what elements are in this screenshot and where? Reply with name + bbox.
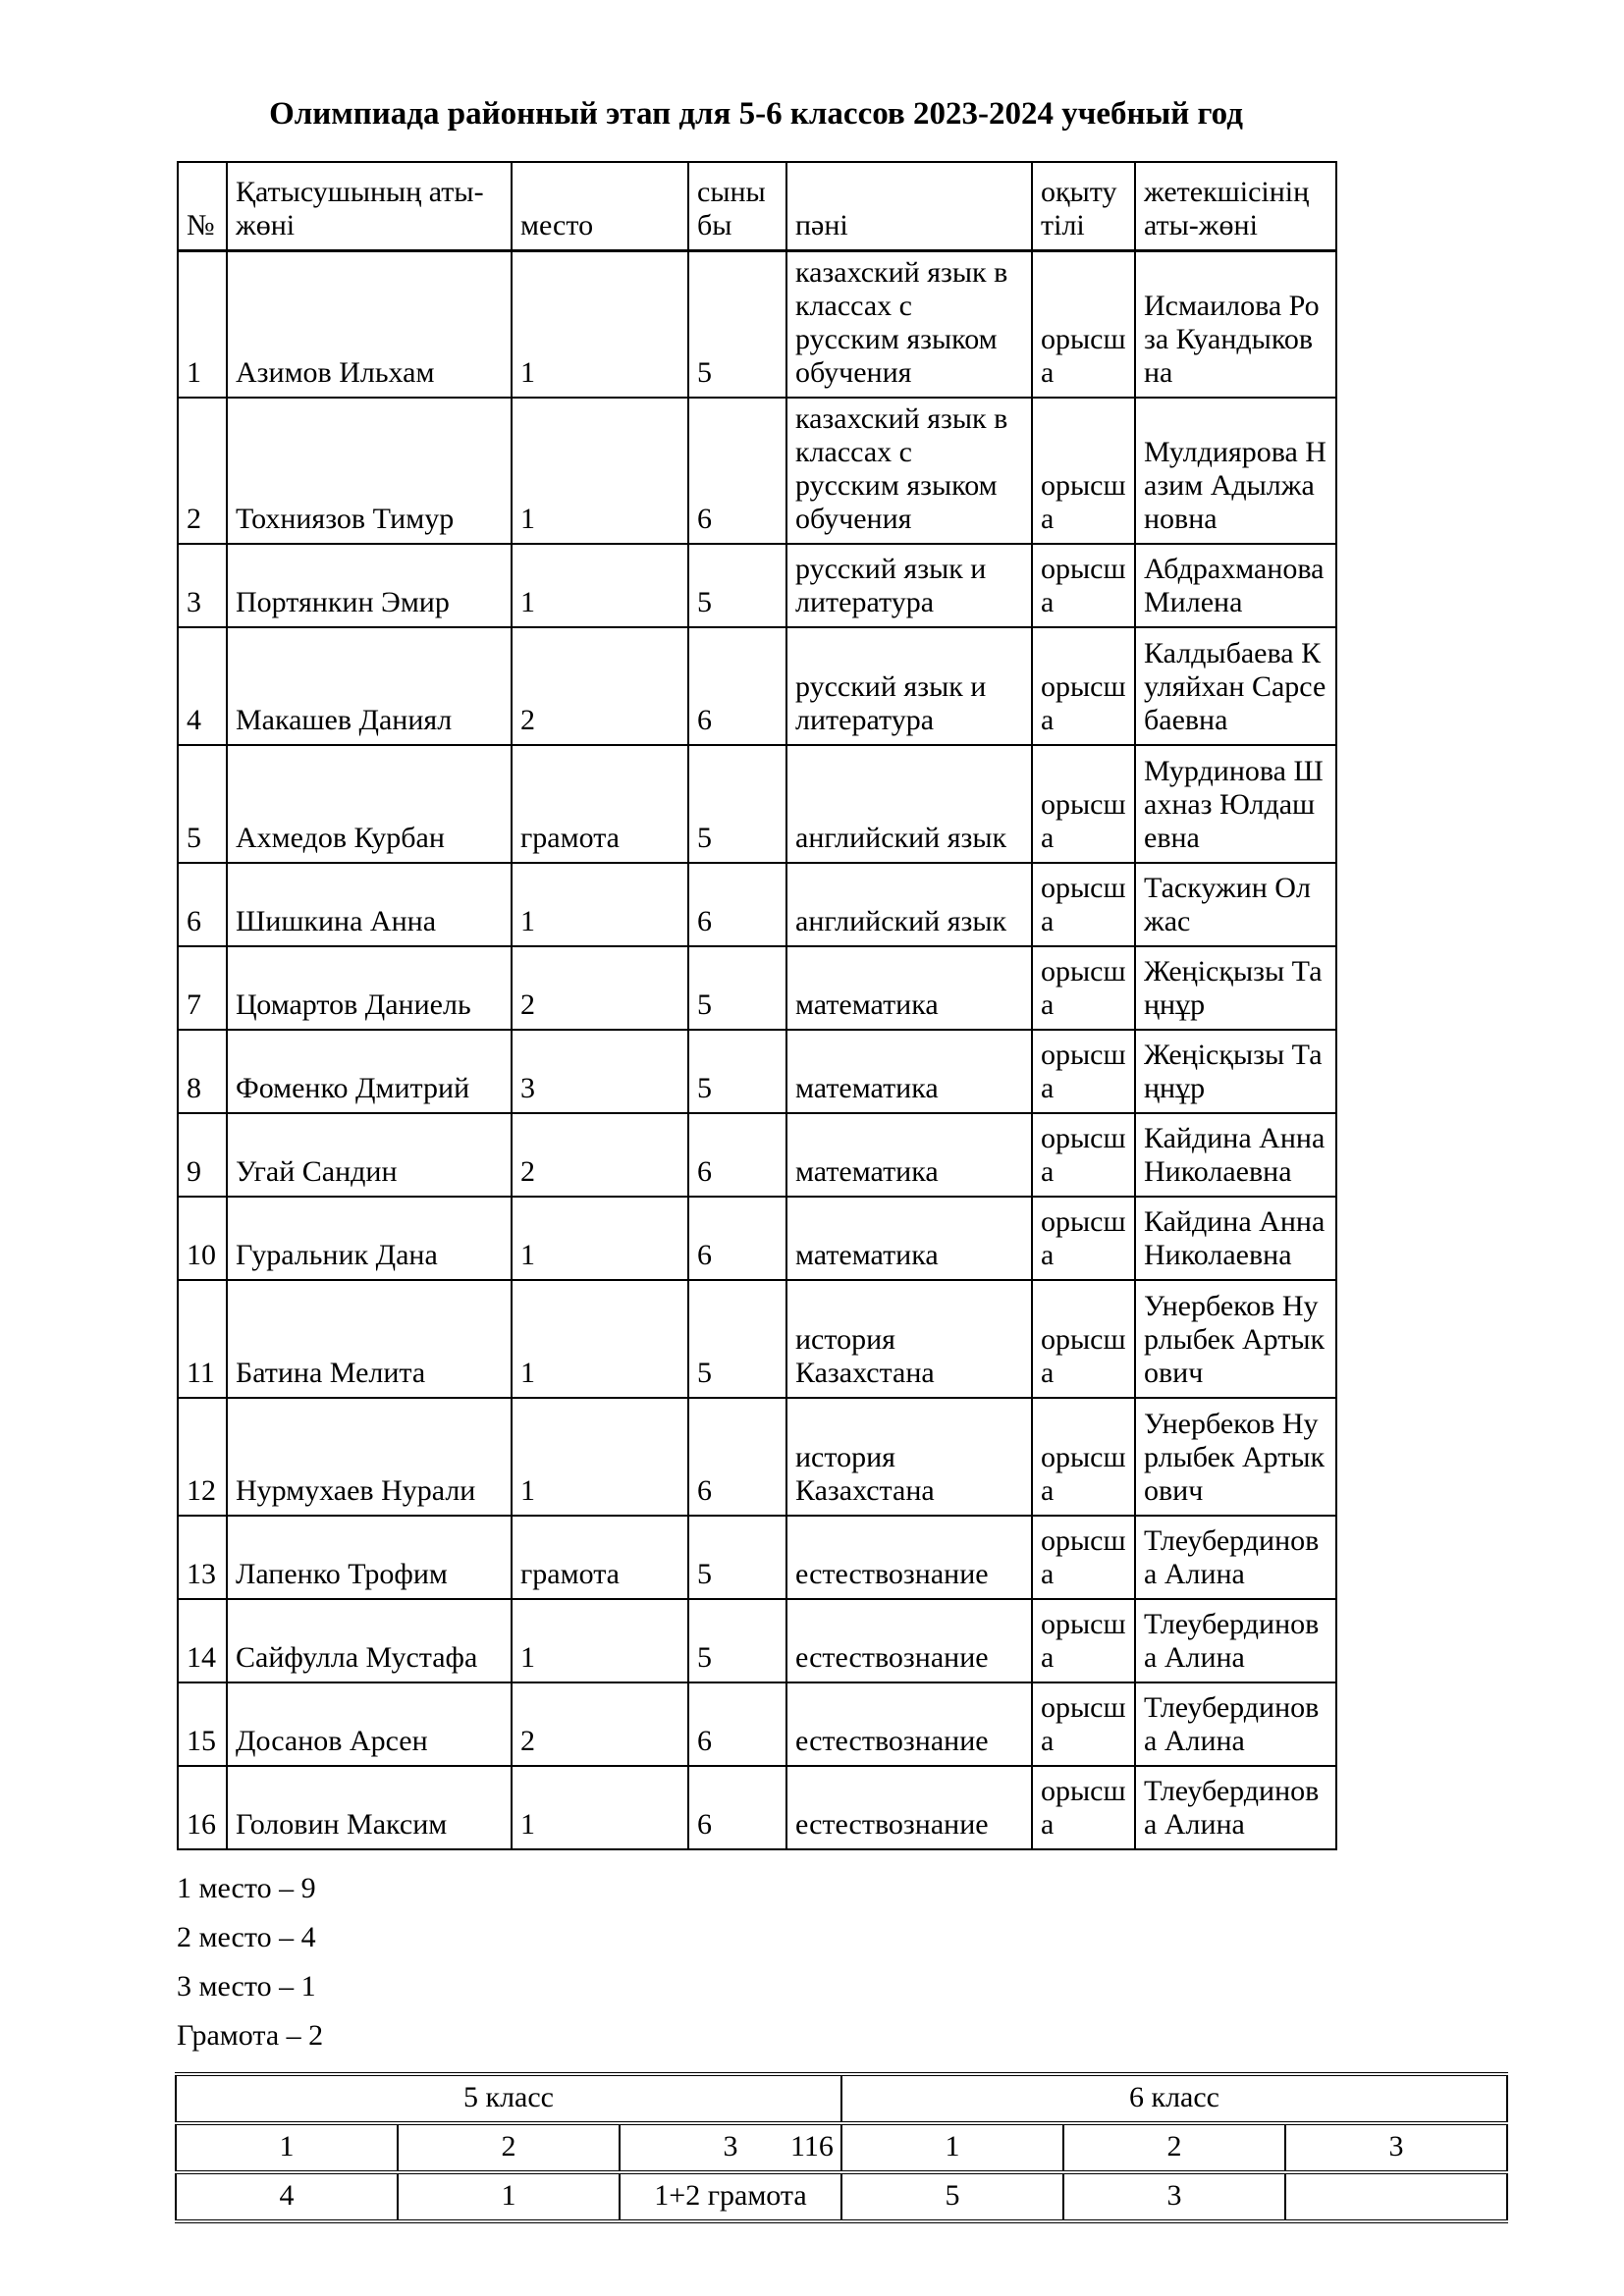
participant-name-cell: Сайфулла Мустафа — [227, 1599, 512, 1682]
row-number-cell: 3 — [178, 544, 227, 627]
subject-cell: русский язык и литература — [786, 627, 1032, 745]
place-cell: грамота — [512, 1516, 688, 1599]
teacher-cell: Калдыбаева Куляйхан Сарсебаевна — [1135, 627, 1336, 745]
totals-count-row — [176, 2172, 1507, 2221]
language-cell: орысша — [1032, 1197, 1135, 1280]
place-cell: 1 — [512, 1197, 688, 1280]
grade-cell: 6 — [688, 1113, 786, 1197]
place-header: 3 — [620, 2123, 841, 2172]
participant-name-cell: Угай Сандин — [227, 1113, 512, 1197]
participant-name-cell: Лапенко Трофим — [227, 1516, 512, 1599]
group-5-class: 5 класс — [176, 2074, 841, 2123]
language-cell: орысша — [1032, 1398, 1135, 1516]
subject-cell: естествознание — [786, 1682, 1032, 1766]
summary-line: 3 место – 1 — [177, 1969, 316, 2002]
place-cell: 1 — [512, 398, 688, 544]
table-row — [178, 250, 1336, 398]
count-cell: 1 — [398, 2172, 620, 2221]
row-number-cell: 15 — [178, 1682, 227, 1766]
place-header: 3 — [1285, 2123, 1507, 2172]
place-header: 2 — [398, 2123, 620, 2172]
subject-cell: математика — [786, 1113, 1032, 1197]
grade-cell: 6 — [688, 1766, 786, 1849]
language-cell: орысша — [1032, 250, 1135, 398]
place-cell: 1 — [512, 863, 688, 946]
place-cell: 3 — [512, 1030, 688, 1113]
table-row — [178, 745, 1336, 863]
teacher-cell: Тлеубердинова Алина — [1135, 1516, 1336, 1599]
teacher-cell: Жеңісқызы Таңнұр — [1135, 946, 1336, 1030]
places-summary — [177, 1864, 1345, 2060]
subject-cell: русский язык и литература — [786, 544, 1032, 627]
row-number-cell: 4 — [178, 627, 227, 745]
grade-cell: 5 — [688, 1599, 786, 1682]
row-number-cell: 1 — [178, 250, 227, 398]
count-cell: 5 — [841, 2172, 1063, 2221]
language-cell: орысша — [1032, 1599, 1135, 1682]
language-cell: орысша — [1032, 398, 1135, 544]
language-cell: орысша — [1032, 863, 1135, 946]
col-header-subject: пәні — [786, 162, 1032, 250]
document-content — [177, 94, 1404, 2223]
col-header-participant-name: Қатысушының аты-жөні — [227, 162, 512, 250]
teacher-cell: Мурдинова Шахназ Юлдашевна — [1135, 745, 1336, 863]
table-row — [178, 946, 1336, 1030]
subject-cell: английский язык — [786, 863, 1032, 946]
count-cell: 1+2 грамота — [620, 2172, 841, 2221]
subject-cell: естествознание — [786, 1599, 1032, 1682]
page-number: 116 — [790, 2130, 834, 2163]
teacher-cell: Унербеков Нурлыбек Артыкович — [1135, 1398, 1336, 1516]
place-cell: 1 — [512, 250, 688, 398]
row-number-cell: 16 — [178, 1766, 227, 1849]
table-header-row — [178, 162, 1336, 250]
row-number-cell: 8 — [178, 1030, 227, 1113]
summary-line: 1 место – 9 — [177, 1871, 316, 1904]
col-header-teacher: жетекшісінің аты-жөні — [1135, 162, 1336, 250]
subject-cell: математика — [786, 946, 1032, 1030]
subject-cell: казахский язык в классах с русским языком обучения — [786, 250, 1032, 398]
col-header-place: место — [512, 162, 688, 250]
language-cell: орысша — [1032, 1030, 1135, 1113]
language-cell: орысша — [1032, 1516, 1135, 1599]
grade-cell: 6 — [688, 1398, 786, 1516]
summary-line: Грамота – 2 — [177, 2018, 324, 2052]
subject-cell: история Казахстана — [786, 1280, 1032, 1398]
language-cell: орысша — [1032, 1766, 1135, 1849]
language-cell: орысша — [1032, 1280, 1135, 1398]
col-header-language: оқыту тілі — [1032, 162, 1135, 250]
teacher-cell: Абдрахманова Милена — [1135, 544, 1336, 627]
table-row — [178, 1682, 1336, 1766]
summary-line: 2 место – 4 — [177, 1920, 316, 1953]
table-row — [178, 1599, 1336, 1682]
language-cell: орысша — [1032, 745, 1135, 863]
teacher-cell: Тлеубердинова Алина — [1135, 1766, 1336, 1849]
teacher-cell: Тлеубердинова Алина — [1135, 1599, 1336, 1682]
participant-name-cell: Батина Мелита — [227, 1280, 512, 1398]
place-cell: 1 — [512, 544, 688, 627]
main-table-body — [178, 162, 1336, 1849]
place-cell: 2 — [512, 1682, 688, 1766]
teacher-cell: Тлеубердинова Алина — [1135, 1682, 1336, 1766]
grade-cell: 5 — [688, 1516, 786, 1599]
subject-cell: естествознание — [786, 1766, 1032, 1849]
place-cell: 2 — [512, 627, 688, 745]
table-row — [178, 398, 1336, 544]
place-header: 1 — [841, 2123, 1063, 2172]
subject-cell: казахский язык в классах с русским языком обучения — [786, 398, 1032, 544]
place-cell: 1 — [512, 1766, 688, 1849]
grade-cell: 6 — [688, 863, 786, 946]
grade-cell: 5 — [688, 745, 786, 863]
grade-cell: 5 — [688, 544, 786, 627]
teacher-cell: Кайдина Анна Николаевна — [1135, 1113, 1336, 1197]
col-header-number: № — [178, 162, 227, 250]
subject-cell: история Казахстана — [786, 1398, 1032, 1516]
participant-name-cell: Досанов Арсен — [227, 1682, 512, 1766]
language-cell: орысша — [1032, 946, 1135, 1030]
row-number-cell: 5 — [178, 745, 227, 863]
language-cell: орысша — [1032, 627, 1135, 745]
table-row — [178, 1030, 1336, 1113]
language-cell: орысша — [1032, 1682, 1135, 1766]
table-row — [178, 1280, 1336, 1398]
subject-cell: английский язык — [786, 745, 1032, 863]
place-cell: 2 — [512, 946, 688, 1030]
place-cell: 1 — [512, 1280, 688, 1398]
grade-cell: 5 — [688, 946, 786, 1030]
count-cell — [1285, 2172, 1507, 2221]
table-row — [178, 1516, 1336, 1599]
olympiad-results-table — [177, 161, 1337, 1850]
place-cell: 1 — [512, 1599, 688, 1682]
participant-name-cell: Тохниязов Тимур — [227, 398, 512, 544]
row-number-cell: 11 — [178, 1280, 227, 1398]
group-6-class: 6 класс — [841, 2074, 1507, 2123]
row-number-cell: 9 — [178, 1113, 227, 1197]
language-cell: орысша — [1032, 544, 1135, 627]
place-cell: 2 — [512, 1113, 688, 1197]
grade-cell: 6 — [688, 398, 786, 544]
table-row — [178, 1113, 1336, 1197]
table-row — [178, 1197, 1336, 1280]
row-number-cell: 14 — [178, 1599, 227, 1682]
teacher-cell: Кайдина Анна Николаевна — [1135, 1197, 1336, 1280]
count-cell: 4 — [176, 2172, 398, 2221]
grade-cell: 6 — [688, 1197, 786, 1280]
row-number-cell: 12 — [178, 1398, 227, 1516]
totals-group-row — [176, 2074, 1507, 2123]
table-row — [178, 544, 1336, 627]
participant-name-cell: Портянкин Эмир — [227, 544, 512, 627]
participant-name-cell: Нурмухаев Нурали — [227, 1398, 512, 1516]
page-title: Олимпиада районный этап для 5-6 классов 2023-2024 учебный год — [269, 96, 1243, 132]
participant-name-cell: Макашев Даниял — [227, 627, 512, 745]
subject-cell: естествознание — [786, 1516, 1032, 1599]
participant-name-cell: Фоменко Дмитрий — [227, 1030, 512, 1113]
subject-cell: математика — [786, 1197, 1032, 1280]
teacher-cell: Мулдиярова Назим Адылжановна — [1135, 398, 1336, 544]
teacher-cell: Таскужин Олжас — [1135, 863, 1336, 946]
participant-name-cell: Цомартов Даниель — [227, 946, 512, 1030]
table-row — [178, 1398, 1336, 1516]
row-number-cell: 13 — [178, 1516, 227, 1599]
grade-cell: 5 — [688, 250, 786, 398]
row-number-cell: 10 — [178, 1197, 227, 1280]
grade-cell: 5 — [688, 1030, 786, 1113]
table-row — [178, 627, 1336, 745]
grade-cell: 6 — [688, 1682, 786, 1766]
place-cell: грамота — [512, 745, 688, 863]
participant-name-cell: Гуральник Дана — [227, 1197, 512, 1280]
row-number-cell: 6 — [178, 863, 227, 946]
table-row — [178, 1766, 1336, 1849]
participant-name-cell: Ахмедов Курбан — [227, 745, 512, 863]
grade-cell: 6 — [688, 627, 786, 745]
teacher-cell: Исмаилова Роза Куандыковна — [1135, 250, 1336, 398]
language-cell: орысша — [1032, 1113, 1135, 1197]
place-header: 1 — [176, 2123, 398, 2172]
grade-cell: 5 — [688, 1280, 786, 1398]
row-number-cell: 7 — [178, 946, 227, 1030]
col-header-grade: сыныбы — [688, 162, 786, 250]
count-cell: 3 — [1063, 2172, 1285, 2221]
teacher-cell: Жеңісқызы Таңнұр — [1135, 1030, 1336, 1113]
place-cell: 1 — [512, 1398, 688, 1516]
participant-name-cell: Шишкина Анна — [227, 863, 512, 946]
participant-name-cell: Головин Максим — [227, 1766, 512, 1849]
table-row — [178, 863, 1336, 946]
subject-cell: математика — [786, 1030, 1032, 1113]
row-number-cell: 2 — [178, 398, 227, 544]
place-header: 2 — [1063, 2123, 1285, 2172]
teacher-cell: Унербеков Нурлыбек Артыкович — [1135, 1280, 1336, 1398]
participant-name-cell: Азимов Ильхам — [227, 250, 512, 398]
